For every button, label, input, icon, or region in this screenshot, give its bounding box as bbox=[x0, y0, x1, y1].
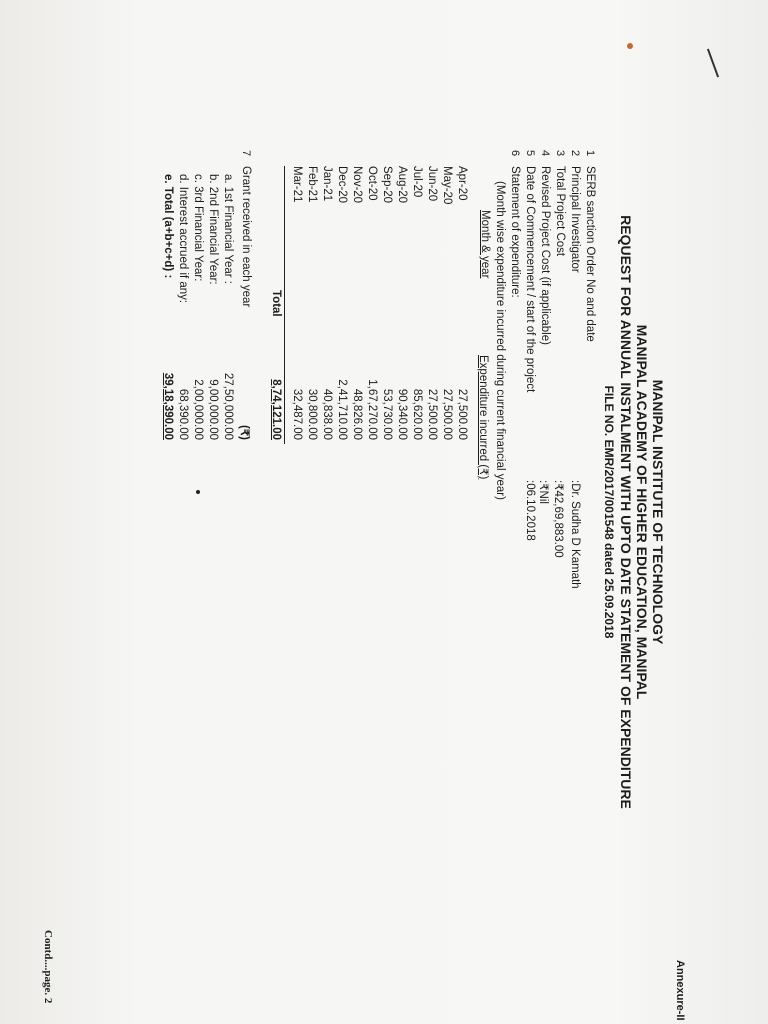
amount-cell: 27,500.00 bbox=[426, 388, 438, 440]
grant-year-amount: 27,50,000.00 bbox=[222, 372, 234, 440]
month-cell: Sep-20 bbox=[381, 166, 393, 204]
item-number: 3 bbox=[554, 150, 566, 157]
institute-title: MANIPAL INSTITUTE OF TECHNOLOGY bbox=[650, 379, 666, 645]
month-column-header: Month & year bbox=[479, 210, 491, 279]
amount-cell: 90,340.00 bbox=[396, 388, 408, 440]
grant-year-label: d. Interest accrued if any: bbox=[177, 174, 189, 304]
item-label: Principal Investigator bbox=[569, 166, 581, 273]
file-number: FILE NO. EMR/2017/001548 dated 25.09.2018 bbox=[602, 385, 616, 639]
total-divider-line bbox=[284, 166, 285, 444]
grant-year-label: a. 1st Financial Year : bbox=[222, 174, 234, 284]
item-number: 2 bbox=[569, 150, 581, 157]
month-cell: Jun-20 bbox=[426, 166, 438, 202]
month-cell: Nov-20 bbox=[351, 166, 363, 204]
grant-year-label: c. 3rd Financial Year: bbox=[192, 174, 204, 282]
grant-section-label: Grant received in each year bbox=[240, 166, 252, 308]
grant-currency-header: (₹) bbox=[238, 425, 250, 440]
amount-cell: 30,800.00 bbox=[306, 388, 318, 440]
month-cell: May-20 bbox=[441, 166, 453, 205]
amount-cell: 40,838.00 bbox=[321, 388, 333, 440]
expenditure-note: (Month wise expenditure incurred during current financial year) bbox=[494, 181, 506, 500]
principal-investigator-value: :Dr. Sudha D Kamath bbox=[569, 480, 581, 589]
amount-cell: 85,620.00 bbox=[411, 388, 423, 440]
month-cell: Dec-20 bbox=[336, 166, 348, 204]
grant-year-amount: 2,00,000.00 bbox=[192, 379, 204, 440]
month-cell: Mar-21 bbox=[291, 166, 303, 203]
grant-year-label: b. 2nd Financial Year: bbox=[207, 174, 219, 285]
commencement-date-value: :06.10.2018 bbox=[524, 480, 536, 541]
item-number: 5 bbox=[524, 150, 536, 157]
month-cell: Oct-20 bbox=[366, 166, 378, 201]
item-label: SERB sanction Order No and date bbox=[584, 166, 596, 342]
amount-column-header: Expenditure incurred (₹) bbox=[477, 355, 489, 480]
month-cell: Jan-21 bbox=[321, 166, 333, 202]
grant-year-amount: 68,390.00 bbox=[177, 388, 189, 440]
item-label: Total Project Cost bbox=[554, 166, 566, 257]
revised-cost-value: :₹Nil bbox=[537, 480, 549, 504]
ink-dot bbox=[196, 490, 200, 494]
item-number: 4 bbox=[539, 150, 551, 157]
academy-title: MANIPAL ACADEMY OF HIGHER EDUCATION, MANIPAL bbox=[634, 324, 650, 700]
amount-cell: 32,487.00 bbox=[291, 388, 303, 440]
annexure-label: Annexure-II bbox=[674, 960, 686, 1021]
amount-cell: 27,500.00 bbox=[441, 388, 453, 440]
month-cell: Apr-20 bbox=[456, 166, 468, 201]
project-cost-value: :₹42,69,883.00 bbox=[552, 480, 564, 558]
month-cell: Feb-21 bbox=[306, 166, 318, 203]
amount-cell: 27,500.00 bbox=[456, 388, 468, 440]
amount-cell: 1,67,270.00 bbox=[366, 379, 378, 440]
expenditure-total-label: Total bbox=[270, 290, 282, 317]
item-label: Revised Project Cost (if applicable) bbox=[539, 166, 551, 345]
grant-total-label: e. Total (a+b+c+d) : bbox=[162, 174, 174, 279]
continued-note: Contd....page. 2 bbox=[42, 930, 54, 1004]
grant-total-amount: 39,18,390.00 bbox=[162, 372, 174, 440]
grant-year-amount: 9,00,000.00 bbox=[207, 379, 219, 440]
item-label: Statement of expenditure: bbox=[509, 166, 521, 298]
expenditure-total-amount: 8,74,121.00 bbox=[270, 379, 282, 440]
item-number: 6 bbox=[509, 150, 521, 157]
item-label: Date of Commencement / start of the project bbox=[524, 166, 536, 393]
amount-cell: 48,826.00 bbox=[351, 388, 363, 440]
item-number: 1 bbox=[584, 150, 596, 157]
request-title: REQUEST FOR ANNUAL INSTALMENT WITH UPTO DATE STATEMENT OF EXPENDITURE bbox=[618, 215, 634, 809]
item-number: 7 bbox=[240, 150, 252, 157]
month-cell: Jul-20 bbox=[411, 166, 423, 198]
month-cell: Aug-20 bbox=[396, 166, 408, 204]
amount-cell: 2,41,710.00 bbox=[336, 379, 348, 440]
amount-cell: 53,730.00 bbox=[381, 388, 393, 440]
